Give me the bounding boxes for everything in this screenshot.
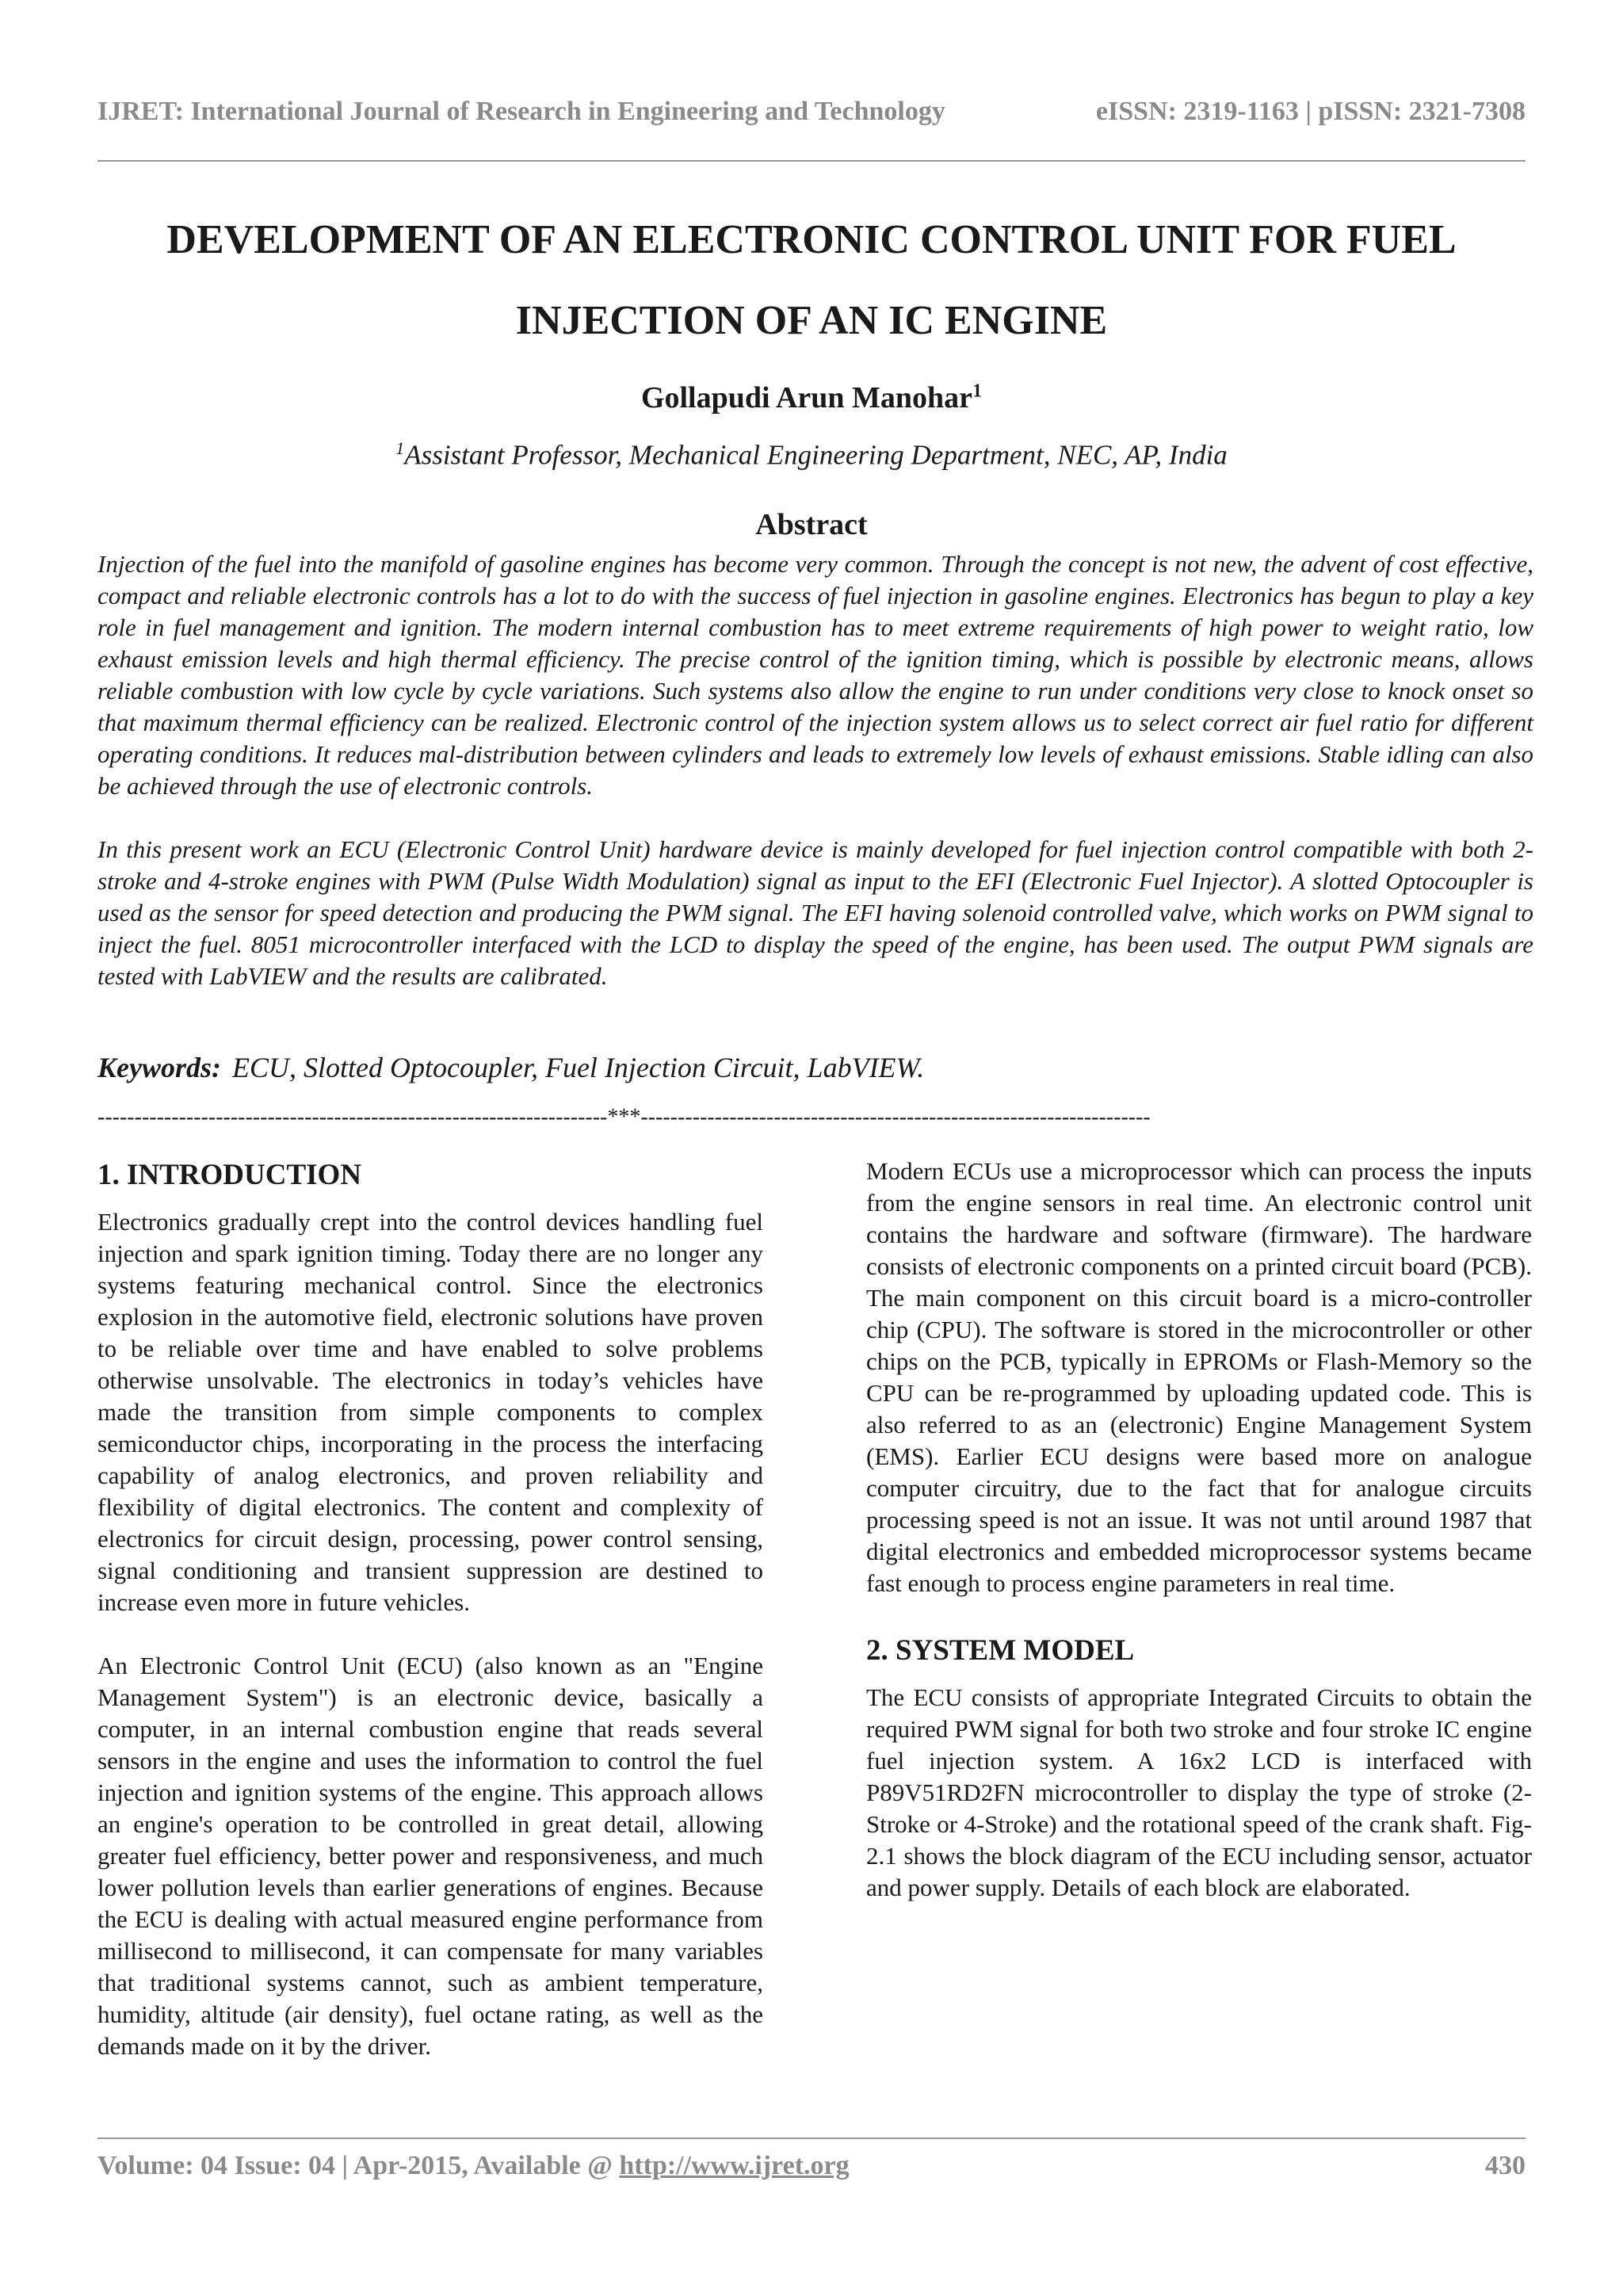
keywords-text: ECU, Slotted Optocoupler, Fuel Injection Circuit, LabVIEW.	[232, 1052, 925, 1083]
author-affiliation	[97, 438, 1526, 472]
introduction-heading: 1. INTRODUCTION	[97, 1159, 362, 1191]
introduction-paragraph-2: An Electronic Control Unit (ECU) (also known as an "Engine Management System") is an electronic device, basically a computer, in an internal combustion engine that reads several sensors in the engine and uses the information to control the fuel injection and ignition systems of the engine. This approach allows an engine's operation to be controlled in great detail, allowing greater fuel efficiency, better power and responsiveness, and much lower pollution levels than earlier generations of engines. Because the ECU is dealing with actual measured engine performance from millisecond to millisecond, it can compensate for many variables that traditional systems cannot, such as ambient temperature, humidity, altitude (air density), fuel octane rating, as well as the demands made on it by the driver.	[97, 1652, 763, 2060]
abstract-paragraph-1: Injection of the fuel into the manifold of gasoline engines has become very common. Through the concept is not new, the advent of cost effective, compact and reliable electronic controls has a lot to do with the success of fuel injection in gasoline engines. Electronics has begun to play a key role in fuel management and ignition. The modern internal combustion has to meet extreme requirements of high power to weight ratio, low exhaust emission levels and high thermal efficiency. The precise control of the ignition timing, which is possible by electronic means, allows reliable combustion with low cycle by cycle variations. Such systems also allow the engine to run under conditions very close to knock onset so that maximum thermal efficiency can be realized. Electronic control of the injection system allows us to select correct air fuel ratio for different operating conditions. It reduces mal-distribution between cylinders and leads to extremely low levels of exhaust emissions. Stable idling can also be achieved through the use of electronic controls.	[97, 550, 1533, 800]
introduction-paragraph-1: Electronics gradually crept into the control devices handling fuel injection and spark ignition timing. Today there are no longer any systems featuring mechanical control. Since the electronics explosion in the automotive field, electronic solutions have proven to be reliable over time and have enabled to solve problems otherwise unsolvable. The electronics in today’s vehicles have made the transition from simple components to complex semiconductor chips, incorporating in the process the interfacing capability of analog electronics, and proven reliability and flexibility of digital electronics. The content and complexity of electronics for circuit design, processing, power control sensing, signal conditioning and transient suppression are destined to increase even more in future vehicles.	[97, 1208, 763, 1616]
title-line-1: DEVELOPMENT OF AN ELECTRONIC CONTROL UNIT FOR FUEL	[166, 217, 1457, 262]
footer-volume	[97, 2151, 850, 2181]
affiliation-superscript: 1	[395, 438, 405, 458]
abstract-paragraph-2: In this present work an ECU (Electronic Control Unit) hardware device is mainly developed for fuel injection control compatible with both 2-stroke and 4-stroke engines with PWM (Pulse Width Modulation) signal as input to the EFI (Electronic Fuel Injector). A slotted Optocoupler is used as the sensor for speed detection and producing the PWM signal. The EFI having solenoid controlled valve, which works on PWM signal to inject the fuel. 8051 microcontroller interfaced with the LCD to display the speed of the engine, has been used. The output PWM signals are tested with LabVIEW and the results are calibrated.	[97, 835, 1533, 990]
footer-rule	[97, 2137, 1526, 2139]
keywords-label: Keywords:	[97, 1052, 221, 1083]
footer-url-link[interactable]: http://www.ijret.org	[619, 2151, 850, 2180]
affiliation-text: Assistant Professor, Mechanical Engineering Department, NEC, AP, India	[404, 439, 1228, 471]
author-name	[97, 380, 1526, 415]
page-number: 430	[1485, 2151, 1526, 2180]
introduction-paragraph-3: Modern ECUs use a microprocessor which can process the inputs from the engine sensors in real time. An electronic control unit contains the hardware and software (firmware). The hardware consists of electronic components on a printed circuit board (PCB). The main component on this circuit board is a micro-controller chip (CPU). The software is stored in the microcontroller or other chips on the PCB, typically in EPROMs or Flash-Memory so the CPU can be re-programmed by uploading updated code. This is also referred to as an (electronic) Engine Management System (EMS). Earlier ECU designs were based more on analogue computer circuitry, due to the fact that for analogue circuits processing speed is not an issue. It was not until around 1987 that digital electronics and embedded microprocessor systems became fast enough to process engine parameters in real time.	[866, 1157, 1532, 1597]
section-separator: ---------------------------------------------------------------------***---------------------------------------------------------------------	[97, 1105, 1151, 1129]
system-model-heading: 2. SYSTEM MODEL	[866, 1634, 1135, 1667]
left-column	[97, 1156, 763, 2094]
abstract-heading: Abstract	[755, 508, 868, 541]
system-model-paragraph-1: The ECU consists of appropriate Integrated Circuits to obtain the required PWM signal for both two stroke and four stroke IC engine fuel injection system. A 16x2 LCD is interfaced with P89V51RD2FN microcontroller to display the type of stroke (2-Stroke or 4-Stroke) and the rotational speed of the crank shaft. Fig-2.1 shows the block diagram of the ECU including sensor, actuator and power supply. Details of each block are elaborated.	[866, 1683, 1532, 1901]
author-superscript: 1	[972, 380, 983, 402]
page-footer	[97, 2151, 1526, 2181]
keywords	[97, 1051, 1533, 1084]
issn-numbers: eISSN: 2319-1163 | pISSN: 2321-7308	[1095, 97, 1526, 126]
journal-name: IJRET: International Journal of Research in Engineering and Technology	[97, 97, 945, 126]
paper-title	[97, 200, 1526, 361]
right-column	[866, 1156, 1532, 1935]
running-header	[97, 97, 1526, 127]
author-text: Gollapudi Arun Manohar	[640, 381, 973, 415]
abstract-body	[97, 548, 1533, 1024]
title-line-2: INJECTION OF AN IC ENGINE	[515, 298, 1108, 343]
header-rule	[97, 160, 1526, 162]
footer-volume-text: Volume: 04 Issue: 04 | Apr-2015, Available @	[97, 2151, 620, 2180]
